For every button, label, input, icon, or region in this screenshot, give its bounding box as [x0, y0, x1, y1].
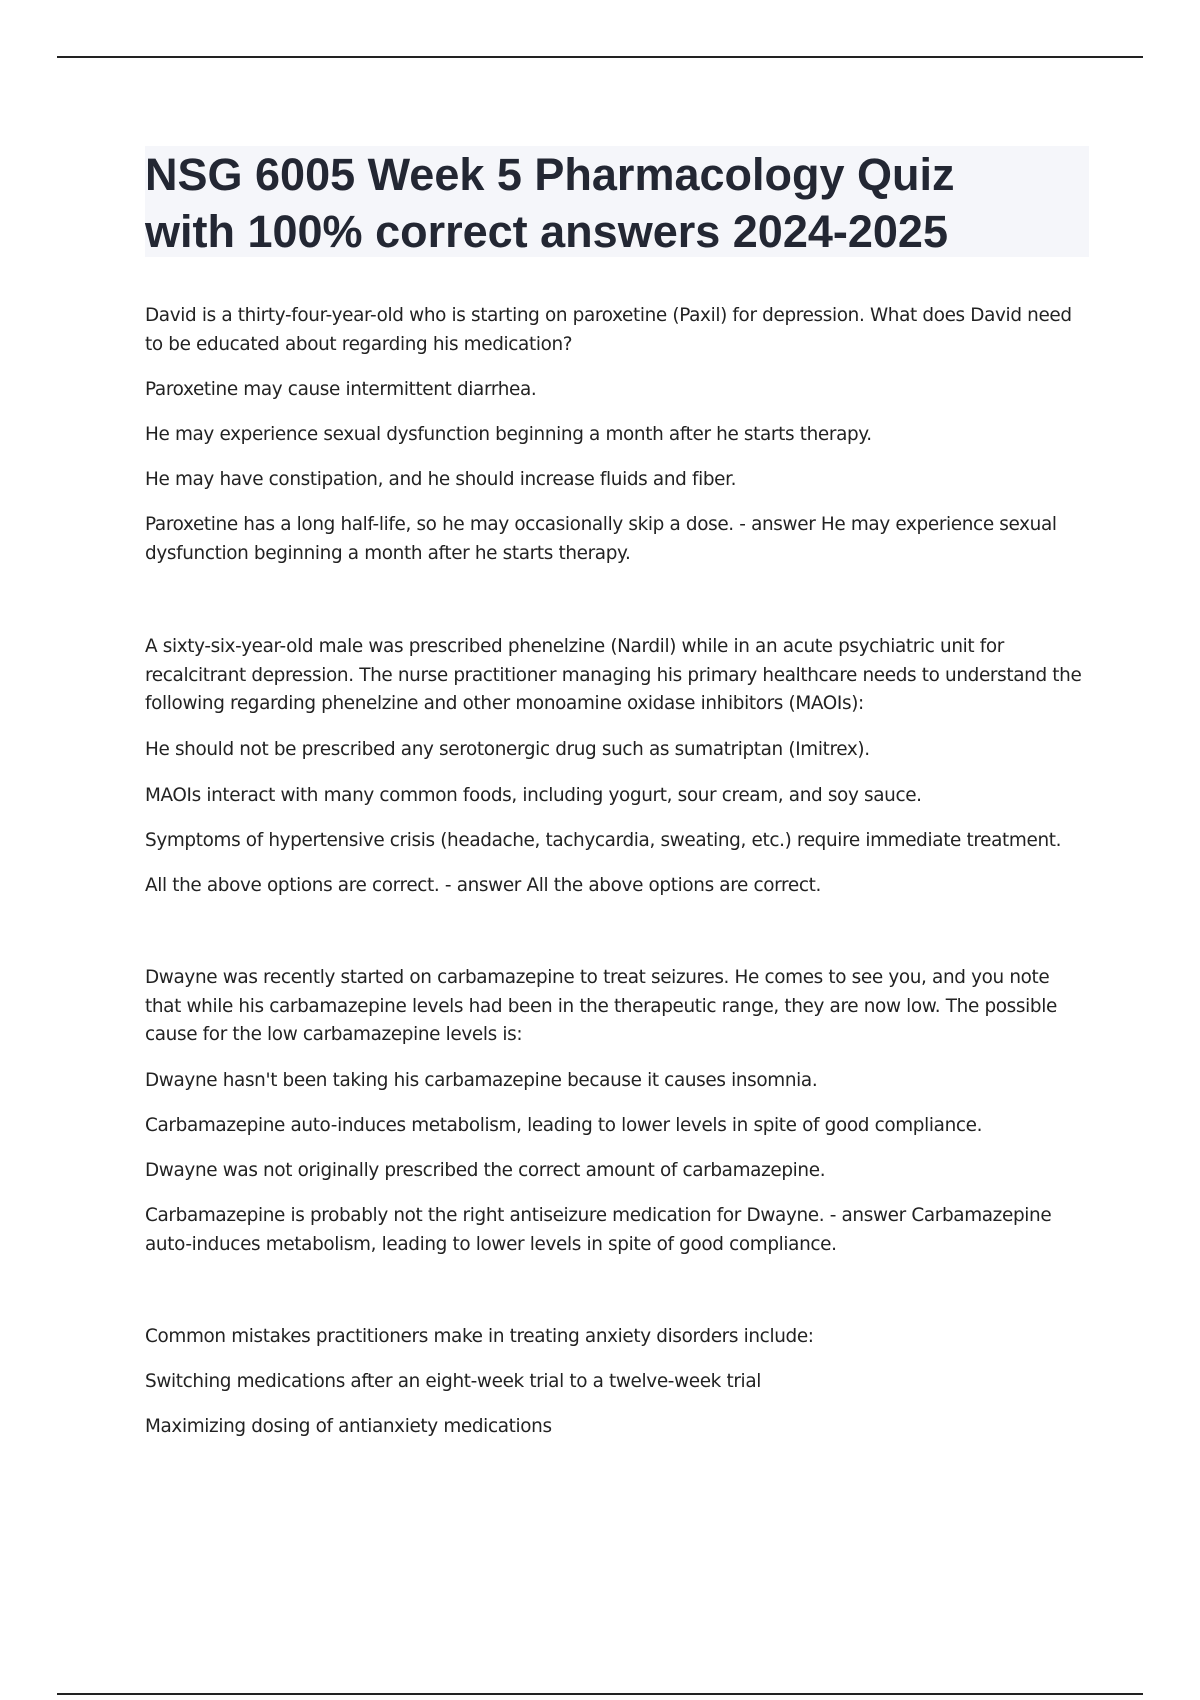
top-rule: [57, 56, 1143, 58]
question-1-option-1: Paroxetine may cause intermittent diarrhea.: [145, 379, 537, 400]
question-2-option-3: Symptoms of hypertensive crisis (headache, tachycardia, sweating, etc.) require immediate treatment.: [145, 830, 1062, 851]
title-line-2: with 100% correct answers 2024-2025: [145, 206, 948, 257]
question-3-option-4-answer: Carbamazepine is probably not the right antiseizure medication for Dwayne. - answer Carbamazepine auto-induces metabolism, leading to lower levels in spite of good compliance.: [145, 1205, 1052, 1255]
page-title: [145, 146, 1089, 260]
question-3-option-2: Carbamazepine auto-induces metabolism, leading to lower levels in spite of good compliance.: [145, 1115, 983, 1136]
question-2-option-4-answer: All the above options are correct. - answer All the above options are correct.: [145, 875, 821, 896]
question-3-text: Dwayne was recently started on carbamazepine to treat seizures. He comes to see you, and you note that while his carbamazepine levels had been in the therapeutic range, they are now low. The possible cause for the low carbamazepine levels is:: [145, 967, 1057, 1045]
question-2-option-2: MAOIs interact with many common foods, including yogurt, sour cream, and soy sauce.: [145, 785, 922, 806]
question-1-option-2: He may experience sexual dysfunction beginning a month after he starts therapy.: [145, 424, 872, 445]
question-2-text: A sixty-six-year-old male was prescribed phenelzine (Nardil) while in an acute psychiatric unit for recalcitrant depression. The nurse practitioner managing his primary healthcare needs to understand the following regarding phenelzine and other monoamine oxidase inhibitors (MAOIs):: [145, 636, 1082, 714]
question-3-option-1: Dwayne hasn't been taking his carbamazepine because it causes insomnia.: [145, 1070, 818, 1091]
title-block: [145, 146, 1089, 257]
question-3-option-3: Dwayne was not originally prescribed the correct amount of carbamazepine.: [145, 1160, 826, 1181]
question-1-text: David is a thirty-four-year-old who is starting on paroxetine (Paxil) for depression. What does David need to be educated about regarding his medication?: [145, 305, 1072, 355]
question-2-option-1: He should not be prescribed any serotonergic drug such as sumatriptan (Imitrex).: [145, 739, 870, 760]
title-line-1: NSG 6005 Week 5 Pharmacology Quiz: [145, 149, 955, 200]
bottom-rule: [57, 1693, 1143, 1695]
question-1-option-4-answer: Paroxetine has a long half-life, so he may occasionally skip a dose. - answer He may experience sexual dysfunction beginning a month after he starts therapy.: [145, 514, 1057, 564]
question-4-text: Common mistakes practitioners make in treating anxiety disorders include:: [145, 1326, 814, 1347]
question-4-option-2: Maximizing dosing of antianxiety medications: [145, 1416, 552, 1437]
question-4-option-1: Switching medications after an eight-week trial to a twelve-week trial: [145, 1371, 761, 1392]
question-1-option-3: He may have constipation, and he should increase fluids and fiber.: [145, 469, 737, 490]
